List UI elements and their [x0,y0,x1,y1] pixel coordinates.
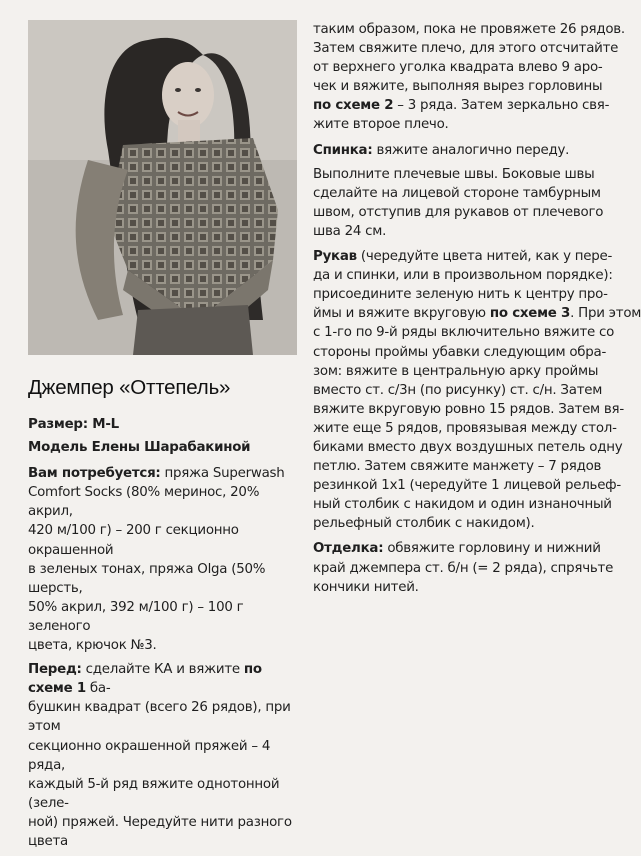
model-photo [28,20,297,355]
seams-line-3: швом, отступив для рукавов от плечевого [313,204,604,220]
size-line [28,415,300,434]
article-title: Джемпер «Оттепель» [28,376,231,399]
finish-first: обвяжите горловину и нижний [383,541,601,557]
sleeve-line-11: биками вместо двух воздушных петель одну [313,439,623,455]
front-line-1c: ба- [85,681,111,697]
materials-line-3: 420 м/100 г) – 200 г секционно окрашенной [28,523,239,558]
front-scheme-2: по схеме 2 [313,98,394,114]
seams-line-1: Выполните плечевые швы. Боковые швы [313,166,595,182]
front-line-5: ной) пряжей. Чередуйте нити разного цвета [28,814,292,849]
front-label: Перед: [28,662,82,678]
finish-line-3: кончики нитей. [313,579,419,595]
front-scheme-1: по схеме 1 [28,662,262,697]
front-cont-line-4: чек и вяжите, выполняя вырез горловины [313,79,603,95]
sleeve-line-9: вяжите вкруговую ровно 15 рядов. Затем вя- [313,401,624,417]
front-continued-paragraph [313,20,625,135]
finishing-paragraph [313,539,614,596]
size-value: M-L [87,417,119,432]
materials-line-4: в зеленых тонах, пряжа Olga (50% шерсть, [28,561,266,596]
back-label: Спинка: [313,142,373,158]
materials-line-1: пряжа Superwash [160,466,285,482]
sleeve-line-14: ный столбик с накидом и один изнаночный [313,497,612,513]
seams-paragraph [313,165,604,241]
front-line-4: каждый 5-й ряд вяжите однотонной (зеле- [28,776,280,811]
finish-line-2: край джемпера ст. б/н (= 2 ряда), спрячьте [313,560,614,576]
front-cont-line-1: таким образом, пока не провяжете 26 рядов. [313,22,625,37]
left-column-text [28,376,300,856]
sleeve-line-13: резинкой 1х1 (чередуйте 1 лицевой рельеф- [313,478,621,494]
sleeve-line-15: рельефный столбик с накидом). [313,516,535,532]
front-line-1a: сделайте КА и вяжите [81,662,244,678]
materials-label: Вам потребуется: [28,466,161,482]
back-paragraph [313,141,584,160]
front-cont-after: – 3 ряда. Затем зеркально свя- [393,98,610,114]
sleeve-line-10: жите еще 5 рядов, провязывая между стол- [313,420,617,436]
sleeve-line-2: да и спинки, или в произвольном порядке): [313,268,613,284]
back-text: вяжите аналогично переду. [372,142,570,158]
seams-line-4: шва 24 см. [313,223,387,239]
right-column-text [313,20,641,603]
sleeve-line-8: вместо ст. с/3н (по рисунку) ст. с/н. Затем [313,382,603,398]
materials-line-2: Comfort Socks (80% меринос, 20% акрил, [28,485,260,520]
finish-label: Отделка: [313,541,384,557]
sleeve-line-3: присоедините зеленую нить к центру про- [313,287,608,303]
materials-paragraph [28,464,300,655]
front-cont-line-6: жите второе плечо. [313,117,449,133]
model-credit: Модель Елены Шарабакиной [28,440,251,456]
sleeve-l3-c: . При этом [570,306,641,322]
sleeve-line-4 [313,304,641,323]
size-label: Размер: [28,417,88,432]
model-photo-illustration [28,20,297,355]
sleeve-line-5: с 1-го по 9-й ряды включительно вяжите со [313,325,615,341]
sleeve-first: (чередуйте цвета нитей, как у пере- [356,249,613,265]
sleeve-scheme-3: по схеме 3 [489,306,571,322]
finish-line-1 [313,539,601,558]
sleeve-line-1 [313,247,613,266]
front-paragraph [28,660,300,851]
sleeve-l3-a: ймы и вяжите вкруговую [313,306,490,322]
front-cont-line-5 [313,96,610,115]
front-cont-line-3: от верхнего уголка квадрата влево 9 аро- [313,60,603,76]
sleeve-line-6: стороны проймы убавки следующим обра- [313,344,607,360]
materials-line-5: 50% акрил, 392 м/100 г) – 100 г зеленого [28,599,244,634]
materials-line-6: цвета, крючок №3. [28,638,157,654]
seams-line-2: сделайте на лицевой стороне тамбурным [313,185,601,201]
sleeve-line-7: зом: вяжите в центральную арку проймы [313,363,599,379]
sleeve-paragraph [313,247,641,533]
front-cont-line-2: Затем свяжите плечо, для этого отсчитайте [313,41,619,57]
front-line-2: бушкин квадрат (всего 26 рядов), при этом [28,700,291,735]
front-line-3: секционно окрашенной пряжей – 4 ряда, [28,738,271,773]
sleeve-label: Рукав [313,249,357,265]
sleeve-line-12: петлю. Затем свяжите манжету – 7 рядов [313,459,602,475]
